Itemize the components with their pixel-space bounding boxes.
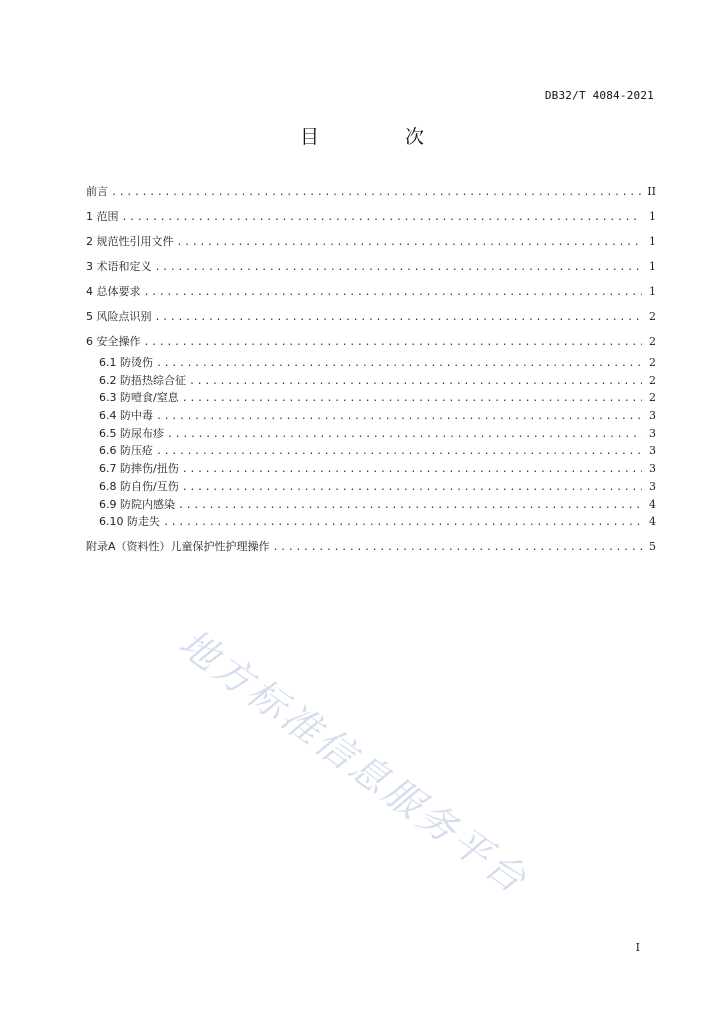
toc-entry-page: 4 xyxy=(649,497,656,511)
toc-entry-label: 2 规范性引用文件 xyxy=(86,235,174,248)
toc-leader-dots xyxy=(177,237,643,249)
toc-entry-page: 5 xyxy=(649,540,656,554)
toc-entry-page: 3 xyxy=(649,462,656,476)
toc-entry[interactable] xyxy=(86,261,656,286)
toc-entry-page: 1 xyxy=(649,260,656,273)
toc-leader-dots xyxy=(156,411,642,423)
toc-leader-dots xyxy=(167,429,642,441)
toc-entry-page: II xyxy=(647,185,656,198)
page-number: I xyxy=(635,941,640,954)
toc-leader-dots xyxy=(163,517,642,529)
toc-leader-dots xyxy=(144,337,643,349)
toc-leader-dots xyxy=(182,464,642,476)
toc-entry-label: 6 安全操作 xyxy=(86,335,141,348)
toc-leader-dots xyxy=(111,187,642,199)
toc-entry-label: 前言 xyxy=(86,185,108,198)
toc-entry-page: 2 xyxy=(649,310,656,323)
toc-subentry[interactable] xyxy=(86,428,656,446)
toc-entry-label: 6.7 防摔伤/扭伤 xyxy=(99,462,179,476)
toc-entry-page: 1 xyxy=(649,235,656,248)
toc-leader-dots xyxy=(156,446,642,458)
toc-subentry[interactable] xyxy=(86,392,656,410)
watermark: 地方标准信息服务平台 xyxy=(171,620,537,904)
toc-entry-label: 6.9 防院内感染 xyxy=(99,497,175,511)
toc-subentry[interactable] xyxy=(86,463,656,481)
toc-entry[interactable] xyxy=(86,541,656,566)
toc-entry-label: 5 风险点识别 xyxy=(86,310,152,323)
toc-entry[interactable] xyxy=(86,211,656,236)
toc-entry-label: 6.8 防自伤/互伤 xyxy=(99,479,179,493)
toc-leader-dots xyxy=(122,212,643,224)
toc-entry-page: 4 xyxy=(649,515,656,529)
toc-entry-page: 3 xyxy=(649,479,656,493)
toc-entry-label: 4 总体要求 xyxy=(86,285,141,298)
toc-entry[interactable] xyxy=(86,336,656,357)
toc-entry[interactable] xyxy=(86,311,656,336)
toc-subentry[interactable] xyxy=(86,516,656,541)
toc-subentry[interactable] xyxy=(86,445,656,463)
toc-entry-page: 2 xyxy=(649,335,656,348)
toc-entry-page: 1 xyxy=(649,210,656,223)
toc-leader-dots xyxy=(155,262,643,274)
toc-entry-label: 6.2 防捂热综合征 xyxy=(99,373,186,387)
toc-leader-dots xyxy=(273,542,642,554)
toc-subentry[interactable] xyxy=(86,357,656,375)
toc-entry-label: 6.3 防噎食/窒息 xyxy=(99,391,179,405)
toc-entry-label: 6.1 防烫伤 xyxy=(99,356,153,369)
toc-entry-label: 1 范围 xyxy=(86,210,119,223)
toc-entry-label: 附录A（资料性）儿童保护性护理操作 xyxy=(86,540,270,554)
toc-entry[interactable] xyxy=(86,186,656,211)
document-code: DB32/T 4084-2021 xyxy=(544,89,654,102)
toc-entry-label: 6.6 防压疮 xyxy=(99,444,153,458)
toc-entry-page: 3 xyxy=(649,426,656,440)
toc-entry-page: 1 xyxy=(649,285,656,298)
toc-entry-page: 2 xyxy=(649,356,656,369)
toc-leader-dots xyxy=(182,482,642,494)
toc-entry-page: 3 xyxy=(649,409,656,423)
toc-entry-page: 2 xyxy=(649,391,656,405)
toc-leader-dots xyxy=(178,500,642,512)
toc-subentry[interactable] xyxy=(86,481,656,499)
toc-leader-dots xyxy=(144,287,643,299)
toc-entry-label: 6.10 防走失 xyxy=(99,515,160,529)
toc-entry-label: 6.4 防中毒 xyxy=(99,409,153,423)
toc-subentry[interactable] xyxy=(86,499,656,517)
toc-leader-dots xyxy=(155,312,643,324)
table-of-contents xyxy=(86,186,656,566)
toc-subentry[interactable] xyxy=(86,410,656,428)
toc-leader-dots xyxy=(182,393,642,405)
toc-leader-dots xyxy=(189,376,642,388)
toc-leader-dots xyxy=(156,358,642,370)
toc-title: 目 次 xyxy=(299,126,465,148)
toc-entry-page: 2 xyxy=(649,373,656,387)
toc-entry-page: 3 xyxy=(649,444,656,458)
toc-entry-label: 3 术语和定义 xyxy=(86,260,152,273)
toc-entry[interactable] xyxy=(86,236,656,261)
toc-entry[interactable] xyxy=(86,286,656,311)
toc-subentry[interactable] xyxy=(86,375,656,393)
toc-entry-label: 6.5 防尿布疹 xyxy=(99,426,164,440)
